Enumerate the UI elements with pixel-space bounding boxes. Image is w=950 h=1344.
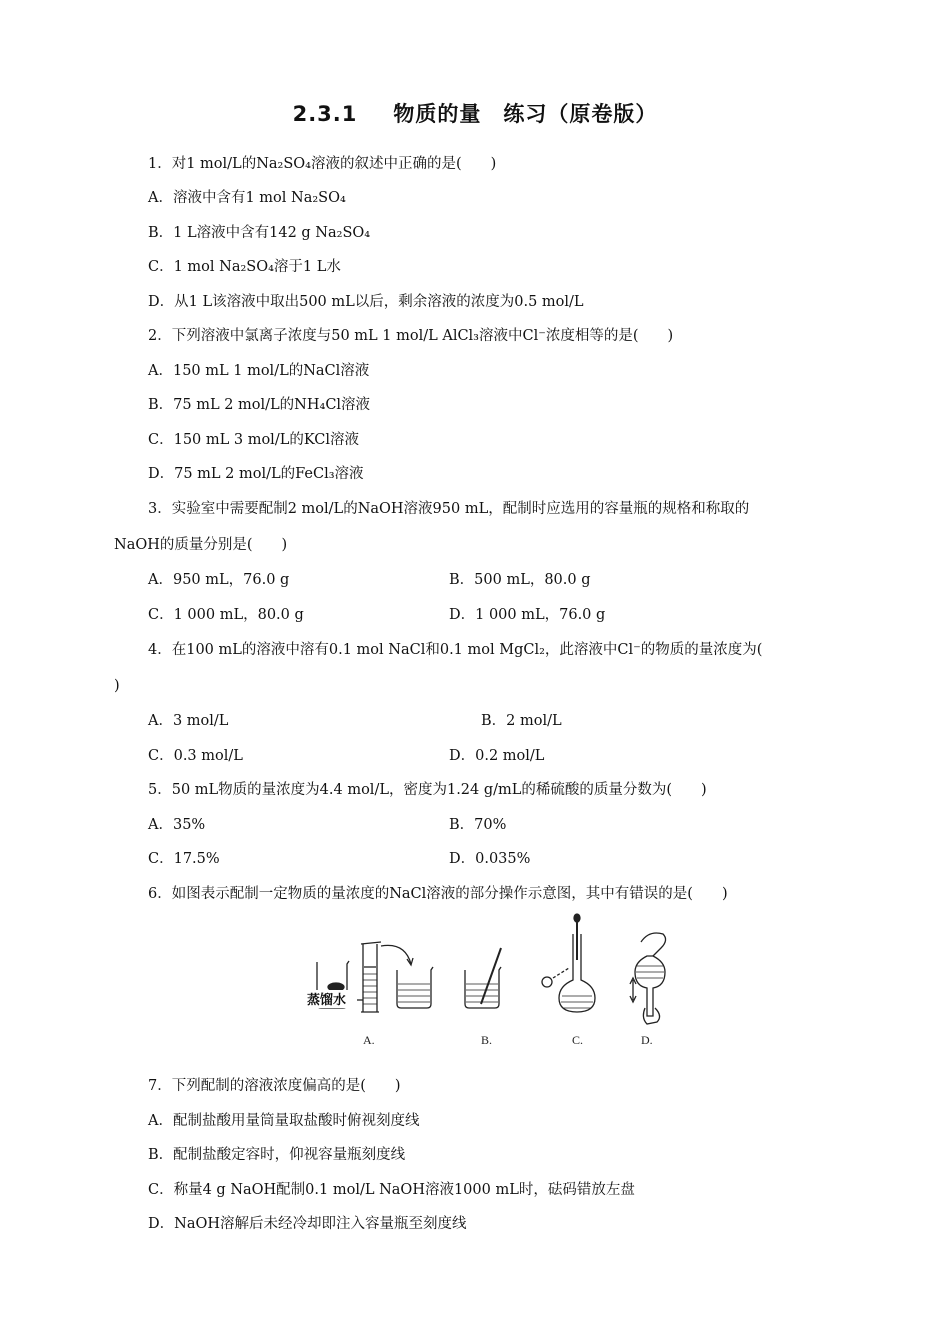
question-4-option-c: C．0.3 mol/L: [148, 748, 243, 764]
graduated-cylinder-icon: [361, 942, 381, 1012]
question-2-option-a: A．150 mL 1 mol/L的NaCl溶液: [148, 363, 370, 379]
question-5-option-d: D．0.035%: [449, 851, 531, 867]
figure-label-a: A.: [363, 1033, 375, 1047]
question-4-stem-continued: ): [114, 678, 120, 694]
question-3-option-a: A．950 mL，76.0 g: [148, 572, 290, 588]
title-number: 2.3.1: [292, 102, 358, 126]
question-1-option-b: B．1 L溶液中含有142 g Na₂SO₄: [148, 225, 371, 241]
lab-operation-figure: [305, 912, 675, 1052]
question-3-stem: 3．实验室中需要配制2 mol/L的NaOH溶液950 mL，配制时应选用的容量瓶的规格和称取的: [148, 501, 750, 517]
question-4-option-d: D．0.2 mol/L: [449, 748, 545, 764]
question-7-option-d: D．NaOH溶解后未经冷却即注入容量瓶至刻度线: [148, 1216, 467, 1232]
question-1-option-d: D．从1 L该溶液中取出500 mL以后，剩余溶液的浓度为0.5 mol/L: [148, 294, 584, 310]
question-5-option-b: B．70%: [449, 817, 507, 833]
eye-icon: [542, 977, 552, 987]
question-7-option-c: C．称量4 g NaOH配制0.1 mol/L NaOH溶液1000 mL时，砝码错放左盘: [148, 1182, 635, 1198]
figure-label-c: C.: [572, 1033, 584, 1047]
question-7-stem: 7．下列配制的溶液浓度偏高的是( ): [148, 1078, 401, 1094]
inverting-flask-icon: [635, 956, 665, 1016]
question-5-option-c: C．17.5%: [148, 851, 220, 867]
hand-icon: [641, 933, 666, 956]
question-1-option-c: C．1 mol Na₂SO₄溶于1 L水: [148, 259, 341, 275]
question-2-option-c: C．150 mL 3 mol/L的KCl溶液: [148, 432, 360, 448]
question-1-stem: 1．对1 mol/L的Na₂SO₄溶液的叙述中正确的是( ): [148, 156, 497, 172]
question-4-stem: 4．在100 mL的溶液中溶有0.1 mol NaCl和0.1 mol MgCl₂，此溶液中Cl⁻的物质的量浓度为(: [148, 642, 763, 658]
question-4-option-b: B．2 mol/L: [481, 713, 562, 729]
question-7-option-b: B．配制盐酸定容时，仰视容量瓶刻度线: [148, 1147, 406, 1163]
figure-label-b: B.: [481, 1033, 493, 1047]
page-title: [0, 98, 950, 128]
arrow-icon: [381, 945, 411, 964]
question-2-option-b: B．75 mL 2 mol/L的NH₄Cl溶液: [148, 397, 371, 413]
question-5-option-a: A．35%: [148, 817, 206, 833]
question-3-stem-continued: NaOH的质量分别是( ): [114, 537, 288, 553]
question-6-stem: 6．如图表示配制一定物质的量浓度的NaCl溶液的部分操作示意图，其中有错误的是( ): [148, 886, 728, 902]
glass-rod-icon: [481, 948, 501, 1004]
title-text: 物质的量 练习（原卷版）: [393, 102, 658, 126]
figure-label-distilled-water: 蒸馏水: [307, 992, 347, 1007]
figure-label-d: D.: [641, 1033, 653, 1047]
question-7-option-a: A．配制盐酸用量筒量取盐酸时俯视刻度线: [148, 1113, 420, 1129]
question-3-option-b: B．500 mL，80.0 g: [449, 572, 591, 588]
question-5-stem: 5．50 mL物质的量浓度为4.4 mol/L，密度为1.24 g/mL的稀硫酸的质量分数为( ): [148, 782, 707, 798]
question-1-option-a: A．溶液中含有1 mol Na₂SO₄: [148, 190, 346, 206]
question-3-option-d: D．1 000 mL，76.0 g: [449, 607, 606, 623]
question-2-stem: 2．下列溶液中氯离子浓度与50 mL 1 mol/L AlCl₃溶液中Cl⁻浓度相等的是( ): [148, 328, 674, 344]
question-3-option-c: C．1 000 mL，80.0 g: [148, 607, 304, 623]
question-2-option-d: D．75 mL 2 mol/L的FeCl₃溶液: [148, 466, 364, 482]
question-4-option-a: A．3 mol/L: [148, 713, 229, 729]
